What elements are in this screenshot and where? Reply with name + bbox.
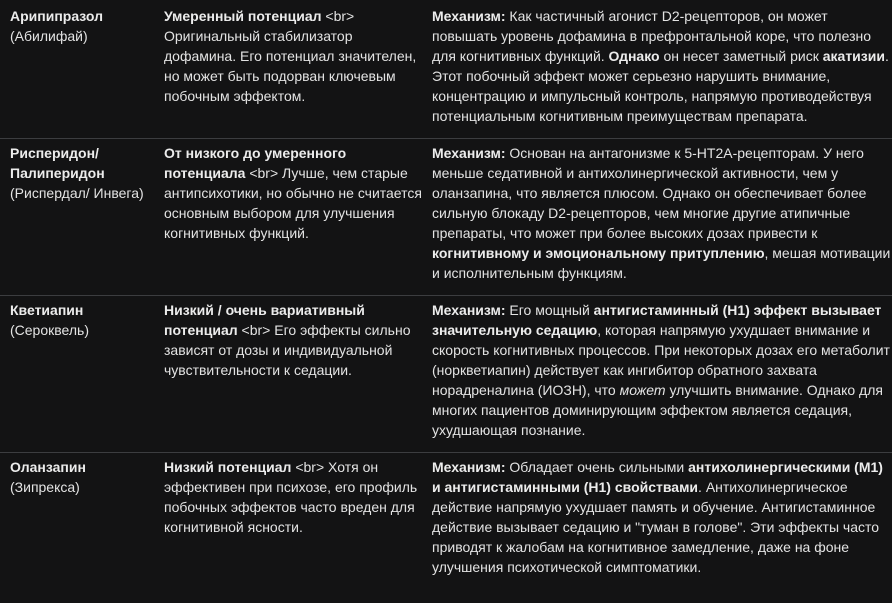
drug-brand: (Абилифай) bbox=[10, 28, 88, 44]
mechanism-text: . Этот побочный эффект может серьезно нарушить внимание, концентрацию и импульсный контроль, напрямую противодействуя потенциальным когнитивным преимуществам препарата. bbox=[432, 48, 889, 124]
drug-cell bbox=[0, 139, 154, 296]
mechanism-label: Механизм: bbox=[432, 302, 506, 318]
drug-name: Кветиапин bbox=[10, 302, 84, 318]
br-tag: <br> bbox=[291, 459, 329, 475]
potential-title: Низкий потенциал bbox=[164, 459, 292, 475]
mechanism-italic: может bbox=[619, 382, 666, 398]
mechanism-label: Механизм: bbox=[432, 145, 506, 161]
potential-text: Его эффекты сильно зависят от дозы и индивидуальной чувствительности к седации. bbox=[164, 322, 411, 378]
mechanism-cell bbox=[422, 453, 892, 590]
mechanism-emphasis: акатизии bbox=[822, 48, 885, 64]
mechanism-text: Обладает очень сильными bbox=[505, 459, 689, 475]
mechanism-emphasis: антихолинергическими (M1) и антигистаминными (H1) свойствами bbox=[432, 459, 883, 495]
mechanism-label: Механизм: bbox=[432, 8, 506, 24]
drug-brand: (Риспердал/ Инвега) bbox=[10, 185, 144, 201]
table-row bbox=[0, 453, 892, 590]
table-row bbox=[0, 296, 892, 453]
mechanism-text: Его мощный bbox=[505, 302, 594, 318]
mechanism-emphasis: антигистаминный (H1) эффект вызывает значительную седацию bbox=[432, 302, 882, 338]
drug-cell bbox=[0, 453, 154, 590]
potential-title: Умеренный потенциал bbox=[164, 8, 322, 24]
drug-name: Арипипразол bbox=[10, 8, 104, 24]
potential-cell bbox=[154, 139, 422, 296]
mechanism-text: , которая напрямую ухудшает внимание и скорость когнитивных процессов. При некоторых дозах его метаболит (норкветиапин) действует как ингибитор обратного захвата норадреналина (ИОЗН), что bbox=[432, 322, 890, 398]
mechanism-cell bbox=[422, 0, 892, 139]
table-row bbox=[0, 0, 892, 139]
mechanism-text: , мешая мотивации и исполнительным функциям. bbox=[432, 245, 891, 281]
br-tag: <br> bbox=[321, 8, 355, 24]
mechanism-cell bbox=[422, 139, 892, 296]
mechanism-text: . Антихолинергическое действие напрямую ухудшает память и обучение. Антигистаминное действие вызывает седацию и "туман в голове". Эти эффекты часто приводят к жалобам на когнитивное замедление, даже на фоне улучшения психотической симптоматики. bbox=[432, 479, 880, 575]
potential-title: От низкого до умеренного потенциала bbox=[164, 145, 347, 181]
mechanism-text: Основан на антагонизме к 5-HT2A-рецепторам. У него меньше седативной и антихолинергической активности, чем у оланзапина, что является плюсом. Однако он обеспечивает более сильную блокаду D2-рецепторов, чем многие другие атипичные препараты, что может при более высоких дозах привести к bbox=[432, 145, 867, 241]
potential-text: Хотя он эффективен при психозе, его профиль побочных эффектов часто вреден для когнитивной ясности. bbox=[164, 459, 418, 535]
potential-cell bbox=[154, 453, 422, 590]
mechanism-label: Механизм: bbox=[432, 459, 506, 475]
potential-title: Низкий / очень вариативный потенциал bbox=[164, 302, 365, 338]
drug-brand: (Сероквель) bbox=[10, 322, 89, 338]
potential-cell bbox=[154, 296, 422, 453]
mechanism-text: улучшить внимание. Однако для многих пациентов доминирующим эффектом является седация, ухудшающая познание. bbox=[432, 382, 883, 438]
mechanism-text: он несет заметный риск bbox=[659, 48, 823, 64]
drug-brand: (Зипрекса) bbox=[10, 479, 80, 495]
mechanism-text: Как частичный агонист D2-рецепторов, он может повышать уровень дофамина в префронтальной коре, что полезно для когнитивных функций. bbox=[432, 8, 872, 64]
table-row bbox=[0, 139, 892, 296]
mechanism-cell bbox=[422, 296, 892, 453]
drug-cell bbox=[0, 0, 154, 139]
mechanism-emphasis: когнитивному и эмоциональному притуплению bbox=[432, 245, 765, 261]
drug-cell bbox=[0, 296, 154, 453]
mechanism-emphasis: Однако bbox=[608, 48, 660, 64]
br-tag: <br> bbox=[245, 165, 283, 181]
br-tag: <br> bbox=[237, 322, 275, 338]
drug-name: Оланзапин bbox=[10, 459, 86, 475]
potential-text: Лучше, чем старые антипсихотики, но обычно не считается основным выбором для улучшения когнитивных функций. bbox=[164, 165, 422, 241]
potential-cell bbox=[154, 0, 422, 139]
potential-text: Оригинальный стабилизатор дофамина. Его потенциал значителен, но может быть подорван ключевым побочным эффектом. bbox=[164, 28, 417, 104]
drug-name: Рисперидон/ Палиперидон bbox=[10, 145, 105, 181]
